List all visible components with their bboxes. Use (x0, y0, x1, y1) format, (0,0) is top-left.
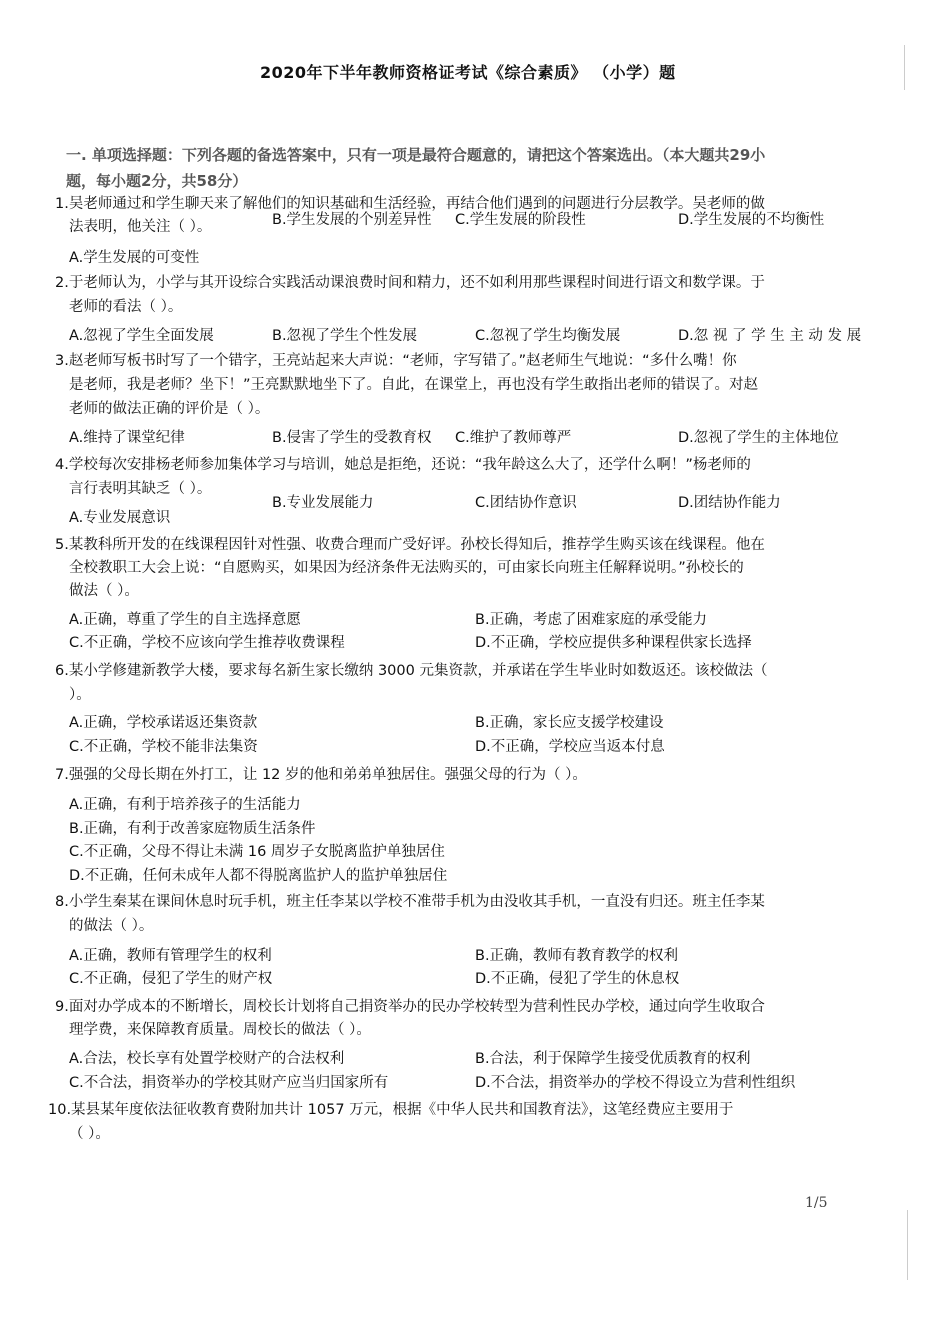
question-5-line-3: 做法（ ）。 (69, 583, 139, 599)
question-7-option-d: D.不正确，任何未成年人都不得脱离监护人的监护单独居住 (69, 868, 448, 884)
question-8-line-1: 8.小学生秦某在课间休息时玩手机，班主任李某以学校不准带手机为由没收其手机，一直没有归还。班主任李某 (55, 894, 765, 910)
question-9-option-a: A.合法，校长享有处置学校财产的合法权利 (69, 1051, 345, 1067)
question-4-line-1: 4.学校每次安排杨老师参加集体学习与培训，她总是拒绝，还说：“我年龄这么大了，还学什么啊！”杨老师的 (55, 457, 751, 473)
question-5-option-b: B.正确，考虑了困难家庭的承受能力 (475, 612, 708, 628)
question-10-line-1: 10.某县某年度依法征收教育费附加共计 1057 万元，根据《中华人民共和国教育法》，这笔经费应主要用于 (48, 1102, 734, 1118)
question-1-option-a: A.学生发展的可变性 (69, 250, 200, 266)
question-6-line-2: ）。 (69, 687, 91, 703)
question-9-option-d: D.不合法，捐资举办的学校不得设立为营利性组织 (475, 1075, 796, 1091)
question-7-option-a: A.正确，有利于培养孩子的生活能力 (69, 797, 301, 813)
question-9-line-1: 9.面对办学成本的不断增长，周校长计划将自己捐资举办的民办学校转型为营利性民办学校，通过向学生收取合 (55, 999, 765, 1015)
question-2-line-2: 老师的看法（ ）。 (69, 299, 183, 315)
question-7-line-1: 7.强强的父母长期在外打工，让 12 岁的他和弟弟单独居住。强强父母的行为（ ）。 (55, 767, 587, 783)
question-8-option-b: B.正确，教师有教育教学的权利 (475, 948, 679, 964)
question-1-option-c: C.学生发展的阶段性 (455, 212, 586, 228)
question-8-line-2: 的做法（ ）。 (69, 918, 154, 934)
question-6-option-d: D.不正确，学校应当返本付息 (475, 739, 665, 755)
question-4-line-2: 言行表明其缺乏（ ）。 (69, 481, 212, 497)
question-2-option-a: A.忽视了学生全面发展 (69, 328, 214, 344)
question-5-option-d: D.不正确，学校应提供多种课程供家长选择 (475, 635, 752, 651)
question-1-option-b: B.学生发展的个别差异性 (272, 212, 432, 228)
question-7-option-b: B.正确，有利于改善家庭物质生活条件 (69, 821, 316, 837)
question-9-line-2: 理学费，来保障教育质量。周校长的做法（ ）。 (69, 1022, 371, 1038)
question-3-option-c: C.维护了教师尊严 (455, 430, 572, 446)
question-2-option-b: B.忽视了学生个性发展 (272, 328, 418, 344)
question-3-line-2: 是老师，我是老师？坐下！”王亮默默地坐下了。自此，在课堂上，再也没有学生敢指出老师的错误了。对赵 (69, 377, 759, 393)
question-5-option-c: C.不正确，学校不应该向学生推荐收费课程 (69, 635, 345, 651)
question-7-option-c: C.不正确，父母不得让未满 16 周岁子女脱离监护单独居住 (69, 844, 445, 860)
question-3-option-b: B.侵害了学生的受教育权 (272, 430, 432, 446)
page-number: 1/5 (805, 1195, 828, 1211)
question-3-option-d: D.忽视了学生的主体地位 (678, 430, 839, 446)
question-6-line-1: 6.某小学修建新教学大楼，要求每名新生家长缴纳 3000 元集资款，并承诺在学生毕业时如数返还。该校做法（ (55, 663, 768, 679)
question-8-option-d: D.不正确，侵犯了学生的休息权 (475, 971, 680, 987)
question-8-option-a: A.正确，教师有管理学生的权利 (69, 948, 272, 964)
question-1-line-1: 1.吴老师通过和学生聊天来了解他们的知识基础和生活经验，再结合他们遇到的问题进行分层教学。吴老师的做 (55, 196, 765, 212)
question-6-option-c: C.不正确，学校不能非法集资 (69, 739, 258, 755)
question-6-option-b: B.正确，家长应支援学校建设 (475, 715, 664, 731)
right-margin-line-top (904, 45, 905, 90)
question-4-option-a: A.专业发展意识 (69, 510, 171, 526)
question-5-line-2: 全校教职工大会上说：“自愿购买，如果因为经济条件无法购买的，可由家长向班主任解释说明。”孙校长的 (69, 560, 744, 576)
right-margin-line-bottom (907, 1210, 908, 1280)
question-2-option-c: C.忽视了学生均衡发展 (475, 328, 621, 344)
question-4-option-b: B.专业发展能力 (272, 495, 374, 511)
question-2-line-1: 2.于老师认为，小学与其开设综合实践活动课浪费时间和精力，还不如利用那些课程时间进行语文和数学课。于 (55, 275, 765, 291)
question-4-option-c: C.团结协作意识 (475, 495, 577, 511)
question-9-option-c: C.不合法，捐资举办的学校其财产应当归国家所有 (69, 1075, 389, 1091)
question-5-option-a: A.正确，尊重了学生的自主选择意愿 (69, 612, 301, 628)
question-4-option-d: D.团结协作能力 (678, 495, 781, 511)
question-10-line-2: （ ）。 (69, 1126, 110, 1142)
question-8-option-c: C.不正确，侵犯了学生的财产权 (69, 971, 273, 987)
question-1-option-d: D.学生发展的不均衡性 (678, 212, 825, 228)
question-3-line-3: 老师的做法正确的评价是（ ）。 (69, 401, 270, 417)
question-3-line-1: 3.赵老师写板书时写了一个错字，王亮站起来大声说：“老师，字写错了。”赵老师生气地说：“多什么嘴！你 (55, 353, 737, 369)
question-9-option-b: B.合法，利于保障学生接受优质教育的权利 (475, 1051, 751, 1067)
question-3-option-a: A.维持了课堂纪律 (69, 430, 185, 446)
question-5-line-1: 5.某教科所开发的在线课程因针对性强、收费合理而广受好评。孙校长得知后，推荐学生购买该在线课程。他在 (55, 537, 765, 553)
question-1-line-2: 法表明，他关注（ ）。 (69, 219, 212, 235)
question-6-option-a: A.正确，学校承诺返还集资款 (69, 715, 258, 731)
document-title: 2020年下半年教师资格证考试《综合素质》 （小学）题 (260, 63, 676, 82)
section-heading-line-2: 题，每小题2分，共58分） (66, 172, 248, 190)
section-heading-line-1: 一. 单项选择题：下列各题的备选答案中，只有一项是最符合题意的，请把这个答案选出。（本大题共29小 (66, 146, 766, 164)
question-2-option-d: D.忽 视 了 学 生 主 动 发 展 (678, 328, 862, 344)
